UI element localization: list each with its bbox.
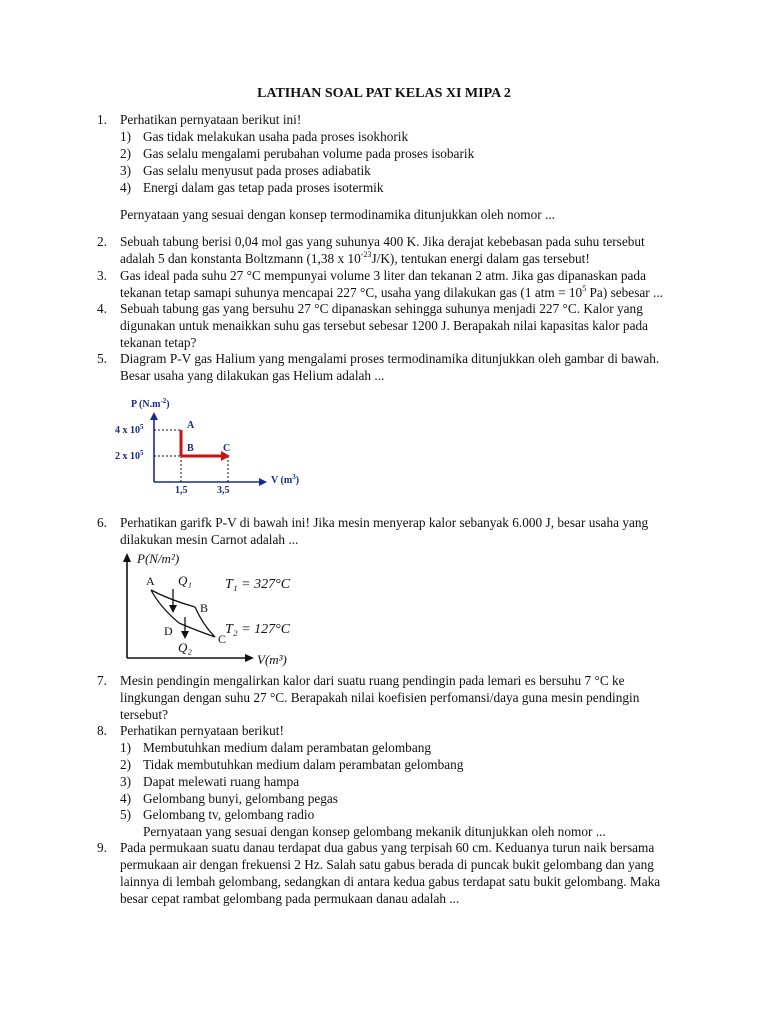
x-tick-1: 1,5: [175, 485, 188, 496]
question-text-line: Gas ideal pada suhu 27 °C mempunyai volume 3 liter dan tekanan 2 atm. Jika gas dipanaskan pada: [120, 268, 646, 283]
question-text-line: Sebuah tabung berisi 0,04 mol gas yang suhunya 400 K. Jika derajat kebebasan pada suhu tersebut: [120, 234, 645, 249]
question-text-line: Perhatikan garifk P-V di bawah ini! Jika mesin menyerap kalor sebanyak 6.000 J, besar usaha yang: [120, 515, 649, 530]
x-axis-label: V(m³): [257, 652, 287, 667]
question-text-line: tersebut?: [120, 707, 168, 722]
question-text-line: [120, 284, 663, 301]
q1-arrowhead-icon: [169, 605, 177, 613]
question-number: 4.: [97, 301, 107, 316]
point-c-label: C: [223, 443, 231, 454]
pv-diagram-carnot: [115, 545, 345, 670]
exponent: -23: [360, 250, 372, 259]
question-text-line: Sebuah tabung gas yang bersuhu 27 °C dipanaskan sehingga suhunya menjadi 227 °C. Kalor yang: [120, 301, 643, 316]
question-number: 2.: [97, 234, 107, 249]
question-stem: Perhatikan pernyataan berikut ini!: [120, 112, 302, 127]
question-text-line: lingkungan dengan suhu 27 °C. Berapakah nilai koefisien perfomansi/daya guna mesin pendingin: [120, 690, 640, 705]
t2-label: T₂ = 127°C: [225, 622, 291, 637]
y-tick-low: 2 x $10^5$: [115, 449, 144, 462]
list-item-number: 2): [120, 146, 132, 161]
question-prompt: Pernyataan yang sesuai dengan konsep gelombang mekanik ditunjukkan oleh nomor ...: [143, 824, 606, 839]
question-text-line: lainnya di lembah gelombang, sedangkan di antara kedua gabus terdapat satu bukit gelombang. Maka: [120, 874, 661, 889]
exponent: 5: [582, 284, 587, 293]
x-axis-arrow-icon: [259, 478, 267, 486]
document-title: LATIHAN SOAL PAT KELAS XI MIPA 2: [257, 86, 511, 101]
question-number: 8.: [97, 723, 107, 738]
list-item: Gas selalu menyusut pada proses adiabatik: [143, 163, 371, 178]
question-text-line: Besar usaha yang dilakukan gas Helium adalah ...: [120, 368, 385, 383]
list-item: Gas tidak melakukan usaha pada proses isokhorik: [143, 129, 409, 144]
question-number: 6.: [97, 515, 107, 530]
list-item: Dapat melewati ruang hampa: [143, 774, 300, 789]
list-item: Membutuhkan medium dalam perambatan gelombang: [143, 740, 432, 755]
list-item: Gelombang bunyi, gelombang pegas: [143, 791, 338, 806]
question-text-line: [120, 250, 590, 267]
y-axis-arrow-icon: [150, 412, 158, 420]
point-c-label: C: [218, 632, 227, 646]
question-number: 5.: [97, 351, 107, 366]
list-item: Tidak membutuhkan medium dalam perambatan gelombang: [143, 757, 464, 772]
y-axis-label: P $(N.m^{-2})$: [131, 397, 170, 410]
text-part: adalah 5 dan konstanta Boltzmann (1,38 x 10: [120, 251, 361, 266]
text-part: Pa) sebesar ...: [586, 285, 664, 300]
t1-label: T₁ = 327°C: [225, 577, 291, 592]
point-d-label: D: [164, 624, 173, 638]
y-axis-arrow-icon: [123, 553, 131, 562]
text-part: tekanan tetap samapi suhunya mencapai 227 °C, usaha yang dilakukan gas (1 atm = 10: [120, 285, 583, 300]
list-item-number: 3): [120, 774, 132, 789]
question-number: 3.: [97, 268, 107, 283]
list-item: Gelombang tv, gelombang radio: [143, 807, 315, 822]
question-text-line: dilakukan mesin Carnot adalah ...: [120, 532, 299, 547]
question-stem: Perhatikan pernyataan berikut!: [120, 723, 284, 738]
list-item-number: 1): [120, 129, 132, 144]
list-item-number: 4): [120, 180, 132, 195]
y-tick-high: 4 x $10^5$: [115, 423, 144, 436]
list-item-number: 4): [120, 791, 132, 806]
question-prompt: Pernyataan yang sesuai dengan konsep termodinamika ditunjukkan oleh nomor ...: [120, 207, 555, 222]
x-axis-label: V $(m^3)$: [271, 473, 300, 486]
q2-label: Q₂: [178, 640, 192, 655]
point-b-label: B: [200, 601, 209, 615]
q1-label: Q₁: [178, 573, 192, 588]
list-item-number: 3): [120, 163, 132, 178]
point-b-label: B: [187, 443, 194, 454]
list-item-number: 2): [120, 757, 132, 772]
question-number: 7.: [97, 673, 107, 688]
x-tick-2: 3,5: [217, 485, 230, 496]
question-text-line: digunakan untuk menaikkan suhu gas tersebut sebesar 1200 J. Berapakah nilai kapasitas kalor pada: [120, 318, 649, 333]
q2-arrowhead-icon: [181, 631, 189, 639]
list-item: Energi dalam gas tetap pada proses isotermik: [143, 180, 384, 195]
point-a-label: A: [146, 574, 155, 588]
question-text-line: Pada permukaan suatu danau terdapat dua gabus yang terpisah 60 cm. Keduanya turun naik bersama: [120, 840, 655, 855]
question-number: 1.: [97, 112, 107, 127]
question-text-line: besar cepat rambat gelombang pada permukaan danau adalah ...: [120, 891, 460, 906]
question-text-line: Mesin pendingin mengalirkan kalor dari suatu ruang pendingin pada lemari es bersuhu 7 °C ke: [120, 673, 625, 688]
question-text-line: Diagram P-V gas Halium yang mengalami proses termodinamika ditunjukkan oleh gambar di bawah.: [120, 351, 660, 366]
question-text-line: permukaan air dengan frekuensi 2 Hz. Salah satu gabus berada di puncak bukit gelombang dan yang: [120, 857, 654, 872]
list-item-number: 5): [120, 807, 132, 822]
x-axis-arrow-icon: [245, 654, 254, 662]
question-text-line: tekanan tetap?: [120, 335, 197, 350]
pv-diagram-isobaric: [110, 390, 320, 505]
text-part: J/K), tentukan energi dalam gas tersebut!: [371, 251, 590, 266]
list-item: Gas selalu mengalami perubahan volume pada proses isobarik: [143, 146, 475, 161]
list-item-number: 1): [120, 740, 132, 755]
question-number: 9.: [97, 840, 107, 855]
point-a-label: A: [187, 420, 195, 431]
y-axis-label: P(N/m²): [137, 551, 180, 566]
